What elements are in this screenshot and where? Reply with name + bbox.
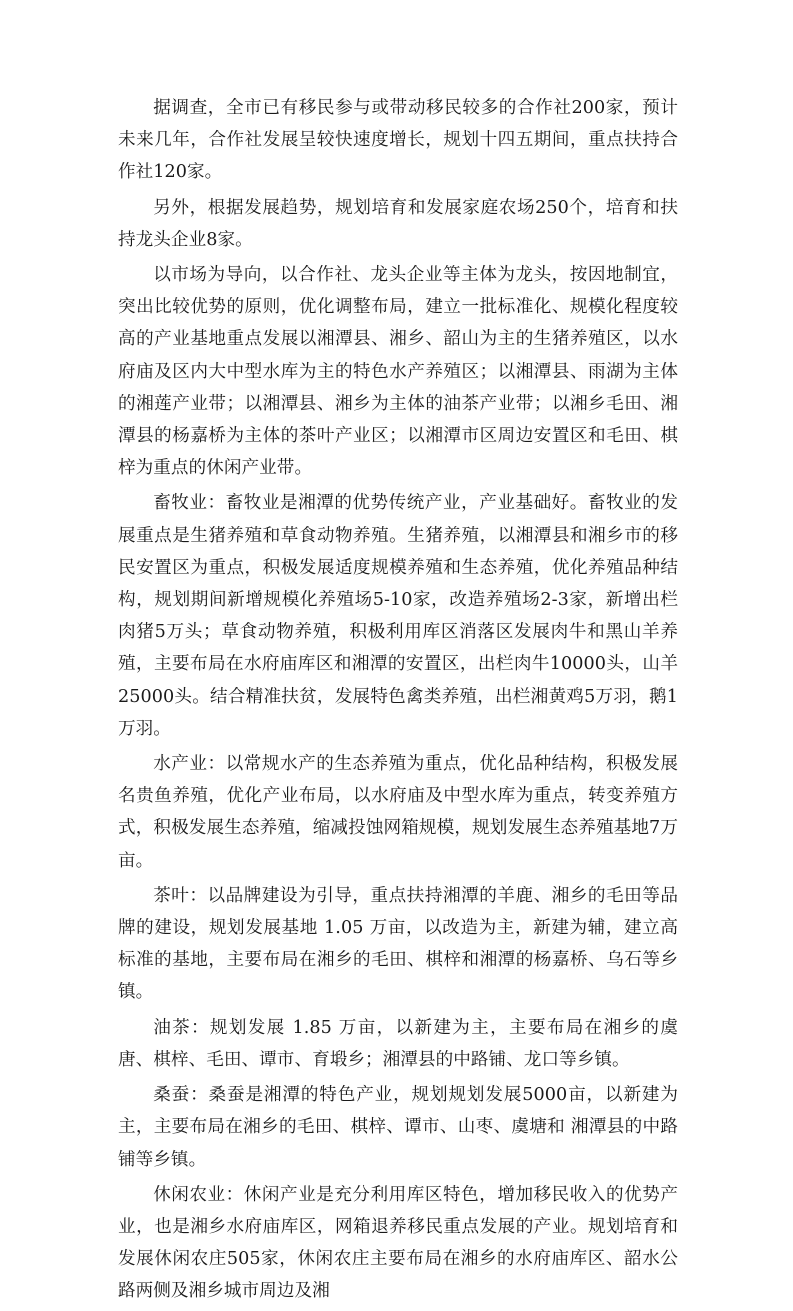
paragraph-cooperatives: 据调查，全市已有移民参与或带动移民较多的合作社200家，预计未来几年，合作社发展呈较快速度增长，规划十四五期间，重点扶持合作社120家。 <box>118 98 678 183</box>
paragraph-aquaculture: 水产业：以常规水产的生态养殖为重点，优化品种结构，积极发展名贵鱼养殖，优化产业布局，以水府庙及中型水库为重点，转变养殖方式，积极发展生态养殖，缩减投蚀网箱规模，规划发展生态养殖基地7万亩。 <box>118 754 678 871</box>
paragraph-family-farms: 另外，根据发展趋势，规划培育和发展家庭农场250个，培育和扶持龙头企业8家。 <box>118 197 678 250</box>
paragraph-industrial-layout: 以市场为导向，以合作社、龙头企业等主体为龙头，按因地制宜，突出比较优势的原则，优化调整布局，建立一批标准化、规模化程度较高的产业基地重点发展以湘潭县、湘乡、韶山为主的生猪养殖区，以水府庙及区内大中型水库为主的特色水产养殖区；以湘潭县、雨湖为主体的湘莲产业带；以湘潭县、湘乡为主体的油茶产业带；以湘乡毛田、湘潭县的杨嘉桥为主体的茶叶产业区；以湘潭市区周边安置区和毛田、棋梓为重点的休闲产业带。 <box>118 265 678 479</box>
paragraph-oil-tea: 油茶：规划发展 1.85 万亩，以新建为主，主要布局在湘乡的虞唐、棋梓、毛田、谭市、育塅乡；湘潭县的中路铺、龙口等乡镇。 <box>118 1017 678 1070</box>
paragraph-animal-husbandry: 畜牧业：畜牧业是湘潭的优势传统产业，产业基础好。畜牧业的发展重点是生猪养殖和草食动物养殖。生猪养殖，以湘潭县和湘乡市的移民安置区为重点，积极发展适度规模养殖和生态养殖，优化养殖品种结构，规划期间新增规模化养殖场5-10家，改造养殖场2-3家，新增出栏肉猪5万头；草食动物养殖，积极利用库区消落区发展肉牛和黑山羊养殖，主要布局在水府庙库区和湘潭的安置区，出栏肉牛10000头，山羊25000头。结合精准扶贫，发展特色禽类养殖，出栏湘黄鸡5万羽，鹅1万羽。 <box>118 493 678 739</box>
paragraph-sericulture: 桑蚕：桑蚕是湘潭的特色产业，规划规划发展5000亩，以新建为主，主要布局在湘乡的毛田、棋梓、谭市、山枣、虞塘和 湘潭县的中路铺等乡镇。 <box>118 1085 678 1170</box>
paragraph-leisure-agriculture: 休闲农业：休闲产业是充分利用库区特色，增加移民收入的优势产业，也是湘乡水府庙库区，网箱退养移民重点发展的产业。规划培育和发展休闲农庄505家，休闲农庄主要布局在湘乡的水府庙库区、韶水公路两侧及湘乡城市周边及湘 <box>118 1184 678 1302</box>
document-body <box>118 92 678 1311</box>
paragraph-tea: 茶叶：以品牌建设为引导，重点扶持湘潭的羊鹿、湘乡的毛田等品牌的建设，规划发展基地 1.05 万亩，以改造为主，新建为辅，建立高标准的基地，主要布局在湘乡的毛田、棋梓和湘潭的杨嘉桥、乌石等乡镇。 <box>118 885 678 1003</box>
